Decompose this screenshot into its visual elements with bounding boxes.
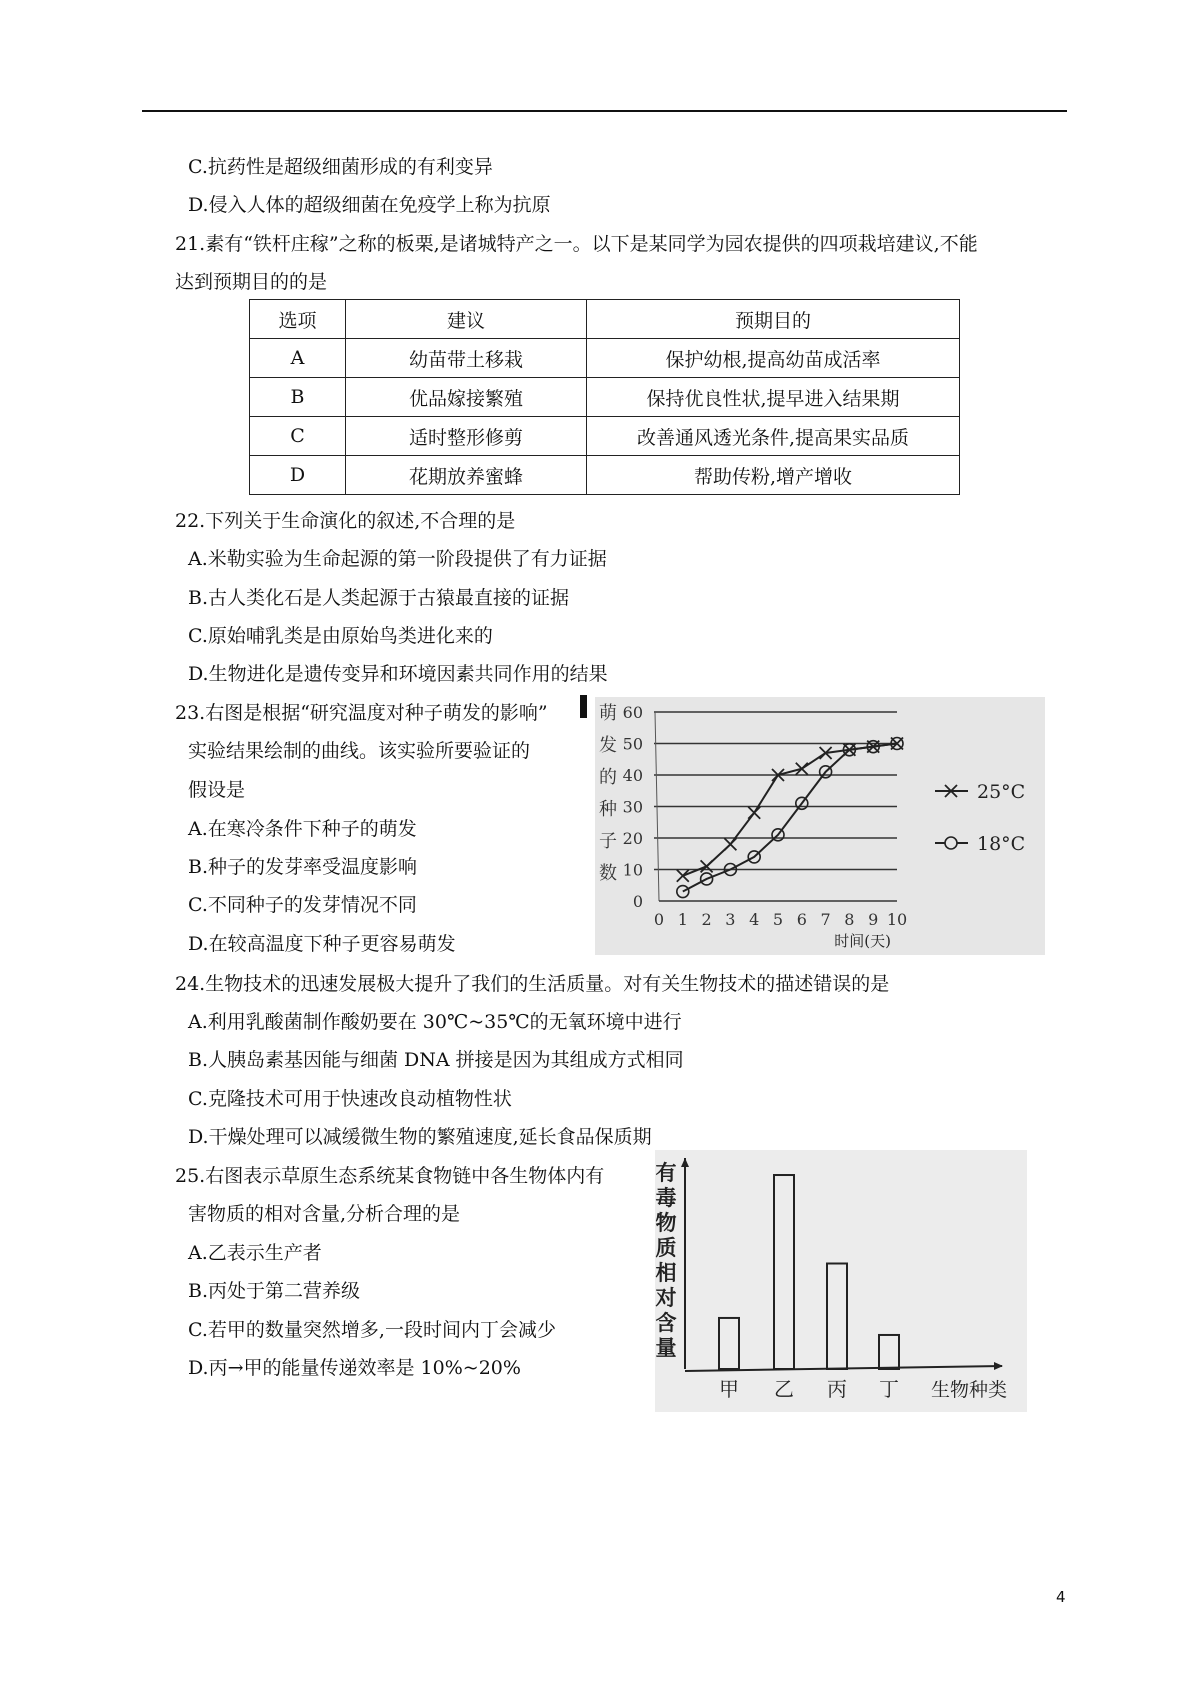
y-axis-label-char: 的: [599, 767, 617, 788]
table-row: [250, 417, 960, 456]
q22-option-d: D.生物进化是遗传变异和环境因素共同作用的结果: [188, 663, 608, 685]
cell: 花期放养蜜蜂: [346, 456, 587, 495]
y-tick-label: 60: [622, 703, 643, 722]
q22-option-a: A.米勒实验为生命起源的第一阶段提供了有力证据: [188, 548, 607, 570]
q23-stem: 23.右图是根据“研究温度对种子萌发的影响”: [175, 702, 548, 724]
y-axis-label-char: 萌: [599, 703, 617, 724]
y-axis-label-char: 相: [655, 1260, 677, 1285]
cell: 保护幼根,提高幼苗成活率: [587, 339, 960, 378]
germination-line-chart: [580, 695, 1050, 960]
table-row: [250, 456, 960, 495]
q25-option-d: D.丙→甲的能量传递效率是 10%~20%: [188, 1357, 521, 1379]
y-axis-label-char: 有: [655, 1160, 677, 1185]
y-axis-label-char: 量: [655, 1335, 677, 1360]
q24-option-a: A.利用乳酸菌制作酸奶要在 30℃~35℃的无氧环境中进行: [188, 1011, 682, 1033]
q25-stem-cont: 害物质的相对含量,分析合理的是: [188, 1203, 461, 1225]
x-tick-label: 5: [772, 910, 784, 929]
table-row: [250, 378, 960, 417]
x-tick-label: 乙: [774, 1377, 794, 1401]
x-tick-label: 6: [796, 910, 807, 929]
col-header: 预期目的: [587, 300, 960, 339]
y-tick-label: 10: [622, 860, 643, 880]
y-axis-label-char: 含: [655, 1310, 677, 1335]
q23-option-b: B.种子的发芽率受温度影响: [188, 856, 418, 878]
q24-option-b: B.人胰岛素基因能与细菌 DNA 拼接是因为其组成方式相同: [188, 1049, 684, 1071]
y-axis-label-char: 子: [599, 831, 617, 852]
cell: 帮助传粉,增产增收: [587, 456, 960, 495]
x-tick-label: 4: [749, 910, 760, 929]
table-header-row: [250, 300, 960, 339]
q23-option-d: D.在较高温度下种子更容易萌发: [188, 933, 456, 955]
q21-stem-cont: 达到预期目的的是: [175, 271, 328, 293]
marker-bar: [580, 695, 587, 718]
q23-option-c: C.不同种子的发芽情况不同: [188, 894, 417, 916]
y-axis-label-char: 数: [599, 863, 617, 884]
y-axis-label-char: 对: [655, 1285, 677, 1310]
x-tick-label: 1: [677, 910, 688, 929]
col-header: 建议: [346, 300, 587, 339]
q21-table: [249, 299, 960, 495]
y-axis-label-char: 发: [599, 735, 617, 756]
legend-marker: [945, 837, 957, 849]
legend-label: 18°C: [977, 833, 1026, 855]
legend-label: 25°C: [977, 781, 1026, 803]
chart-background: [655, 1150, 1027, 1412]
cell: D: [250, 456, 346, 495]
q22-stem: 22.下列关于生命演化的叙述,不合理的是: [175, 510, 516, 532]
x-axis-label: 时间(天): [834, 932, 891, 950]
col-header: 选项: [250, 300, 346, 339]
x-tick-label: 7: [820, 910, 831, 929]
q22-option-c: C.原始哺乳类是由原始鸟类进化来的: [188, 625, 493, 647]
x-tick-label: 9: [868, 910, 879, 929]
cell: 幼苗带土移栽: [346, 339, 587, 378]
q21-stem: 21.素有“铁杆庄稼”之称的板栗,是诸城特产之一。以下是某同学为园农提供的四项栽培建议,不能: [175, 233, 978, 255]
q23-stem-cont2: 假设是: [188, 779, 246, 801]
q24-stem: 24.生物技术的迅速发展极大提升了我们的生活质量。对有关生物技术的描述错误的是: [175, 973, 890, 995]
cell: B: [250, 378, 346, 417]
x-tick-label: 8: [844, 910, 855, 929]
x-tick-label: 0: [653, 910, 665, 929]
q24-option-d: D.干燥处理可以减缓微生物的繁殖速度,延长食品保质期: [188, 1126, 652, 1148]
cell: 改善通风透光条件,提高果实品质: [587, 417, 960, 456]
header-rule: [142, 110, 1067, 112]
y-tick-label: 50: [622, 734, 643, 754]
x-tick-label: 甲: [719, 1377, 739, 1401]
x-tick-label: 丁: [879, 1377, 899, 1401]
x-tick-label: 10: [886, 910, 908, 929]
toxin-bar-chart: [655, 1150, 1030, 1415]
x-tick-label: 3: [725, 910, 736, 929]
q22-option-b: B.古人类化石是人类起源于古猿最直接的证据: [188, 587, 570, 609]
q20-option-d: D.侵入人体的超级细菌在免疫学上称为抗原: [188, 194, 551, 216]
q20-option-c: C.抗药性是超级细菌形成的有利变异: [188, 156, 493, 178]
y-tick-label: 30: [622, 797, 643, 817]
q24-option-c: C.克隆技术可用于快速改良动植物性状: [188, 1088, 512, 1110]
cell: A: [250, 339, 346, 378]
cell: C: [250, 417, 346, 456]
q25-option-a: A.乙表示生产者: [188, 1242, 322, 1264]
x-tick-label: 丙: [827, 1377, 847, 1401]
y-axis-label-char: 毒: [655, 1185, 677, 1210]
y-tick-label: 20: [622, 829, 643, 848]
cell: 适时整形修剪: [346, 417, 587, 456]
q23-option-a: A.在寒冷条件下种子的萌发: [188, 818, 417, 840]
q25-option-c: C.若甲的数量突然增多,一段时间内丁会减少: [188, 1319, 556, 1341]
cell: 优品嫁接繁殖: [346, 378, 587, 417]
y-axis-label-char: 质: [655, 1235, 677, 1260]
q25-option-b: B.丙处于第二营养级: [188, 1280, 361, 1302]
y-tick-label: 40: [622, 766, 643, 785]
x-tick-label: 2: [701, 910, 712, 929]
y-tick-label: 0: [632, 892, 643, 911]
y-axis-label-char: 物: [655, 1210, 677, 1235]
x-axis-label: 生物种类: [930, 1379, 1008, 1401]
page-number: 4: [1056, 1588, 1066, 1606]
q23-stem-cont: 实验结果绘制的曲线。该实验所要验证的: [188, 740, 531, 762]
cell: 保持优良性状,提早进入结果期: [587, 378, 960, 417]
table-row: [250, 339, 960, 378]
y-axis-label-char: 种: [599, 799, 617, 820]
q25-stem: 25.右图表示草原生态系统某食物链中各生物体内有: [175, 1165, 605, 1187]
